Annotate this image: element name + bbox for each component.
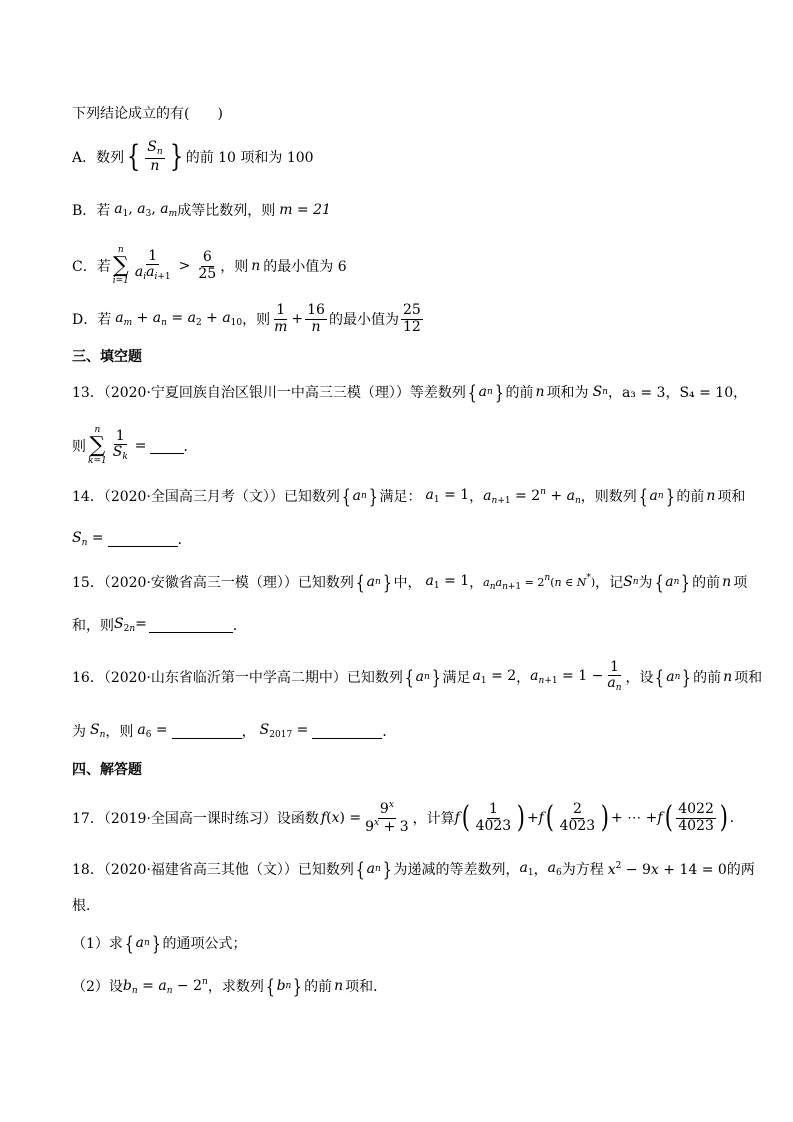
math-equation: m = 21 <box>279 202 331 218</box>
question-15-line-2: 和，则 $S_{2n}=$ ． <box>72 616 247 634</box>
fraction: $\frac{1}{m}$ <box>274 302 288 335</box>
fraction: $\frac{6}{25}$ <box>198 249 217 282</box>
question-12-stem: 下列结论成立的有( ) <box>72 106 223 122</box>
question-13-line-1: 13．（2020·宁夏回族自治区银川一中高三三模（理））等差数列 { a n } 的前 n 项和为 S n ，a₃ = 3，S₄ = 10， <box>72 380 748 404</box>
option-label: A． <box>72 150 97 166</box>
fraction: $\frac{25}{12}$ <box>402 302 421 335</box>
option-text: 的前 10 项和为 100 <box>185 150 314 166</box>
question-15-line-1: 15．（2020·安徽省高三一模（理））已知数列 { a n } 中， $a_1 = 1$ ， $a_na_{n+1} = 2^n(n$ ∈ N*) ，记 S n 为 { a n } 的前 n 项 <box>72 570 748 594</box>
answer-blank[interactable] <box>172 724 242 739</box>
option-c: C． 若 n ∑ i=1 $\frac{1}{a_ia_{i+1}}$ > $\frac{6}{25}$ ，则 n 的最小值为 6 <box>72 245 347 286</box>
question-18-part-1: （1）求 { a n } 的通项公式； <box>72 931 247 955</box>
fraction: $\frac{16}{n}$ <box>307 302 325 335</box>
summation-symbol: n ∑ k=1 <box>88 425 107 466</box>
option-text: 若 <box>96 203 111 219</box>
answer-blank[interactable] <box>312 724 382 739</box>
right-brace-symbol: } <box>169 139 183 174</box>
option-text: 若 <box>97 312 112 328</box>
option-text: 的最小值为 <box>328 312 399 328</box>
option-text: 数列 <box>96 150 125 166</box>
math-equation: $a_m + a_n = a_2 + a_{10}$ <box>115 310 243 328</box>
option-label: B． <box>72 203 97 219</box>
fraction: $\frac{1}{S_k}$ <box>112 427 128 463</box>
option-text: 的最小值为 6 <box>263 259 347 275</box>
section-heading-answer: 四、解答题 <box>72 762 142 778</box>
answer-blank[interactable] <box>149 618 233 633</box>
fraction: $\frac{1}{a_ia_{i+1}}$ <box>134 247 171 283</box>
question-13-line-2: 则 n ∑ k=1 $\frac{1}{S_k}$ = ． <box>72 425 198 466</box>
section-heading-fill-in: 三、填空题 <box>72 349 142 365</box>
option-b <box>72 190 331 230</box>
answer-blank[interactable] <box>150 439 184 454</box>
left-brace-symbol: { <box>126 139 141 174</box>
option-text: ，则 <box>220 259 249 275</box>
question-16-line-2: 为 $S_n$ ，则 $a_6$ = ， $S_{2017}$ = ． <box>72 722 397 740</box>
question-14-line-1: 14．（2020·全国高三月考（文））已知数列 { a n } 满足： $a_1 = 1$ ， $a_{n+1} = 2^n + a_n$ ，则数列 { a n } 的前 n 项和 <box>72 484 746 508</box>
fraction: $\frac{4022}{4023}$ <box>678 801 714 834</box>
option-text: 成等比数列，则 <box>177 203 276 219</box>
option-a <box>72 137 314 177</box>
fraction: $\frac{1}{a_n}$ <box>607 658 622 694</box>
option-text: 若 <box>96 259 111 275</box>
summation-symbol: n ∑ i=1 <box>112 245 129 286</box>
question-18-part-2: （2）设 $b_n = a_n - 2^n$ ，求数列 { b n } 的前 n 项和． <box>72 974 388 998</box>
option-label: D． <box>72 312 98 328</box>
option-label: C． <box>72 259 97 275</box>
fraction-sn-over-n: $\frac{S_n}{n}$ <box>147 138 163 174</box>
fraction: $\frac{2}{4023}$ <box>559 801 596 834</box>
question-17: 17．（2019·全国高一课时练习）设函数 f(x) = $\frac{9^x}{9^x + 3}$ ，计算 f ( $\frac{1}{4023}$ ) + f ( $\frac{2}{4023}$ ) + ⋯ + f ( $\frac{4022}{4023}$ ) . <box>72 800 735 835</box>
question-14-line-2: $S_n$ = ． <box>72 530 192 548</box>
question-18-line-1: 18．（2020·福建省高三其他（文））已知数列 { a n } 为递减的等差数列， $a_1$ ， $a_6$ 为方程 $x^2 - 9x + 14 = 0$ 的两 <box>72 857 755 881</box>
option-text: ，则 <box>242 312 271 328</box>
question-16-line-1: 16．（2020·山东省临沂第一中学高二期中）已知数列 { a n } 满足 $a_1 = 2$ ， $a_{n+1} = 1$ − $\frac{1}{a_n}$ ，设 { a n } 的前 n 项和 <box>72 658 763 694</box>
option-d: D． 若 $a_m + a_n = a_2 + a_{10}$ ，则 $\frac{1}{m}$ + $\frac{16}{n}$ 的最小值为 $\frac{25}{12}$ <box>72 302 421 335</box>
fraction: $\frac{1}{4023}$ <box>475 801 512 834</box>
answer-blank[interactable] <box>108 532 178 547</box>
fraction: $\frac{9^x}{9^x + 3}$ <box>365 800 409 835</box>
question-18-line-2: 根． <box>72 898 100 914</box>
math-terms: $a_1$, $a_3$, $a_m$ <box>114 201 178 219</box>
